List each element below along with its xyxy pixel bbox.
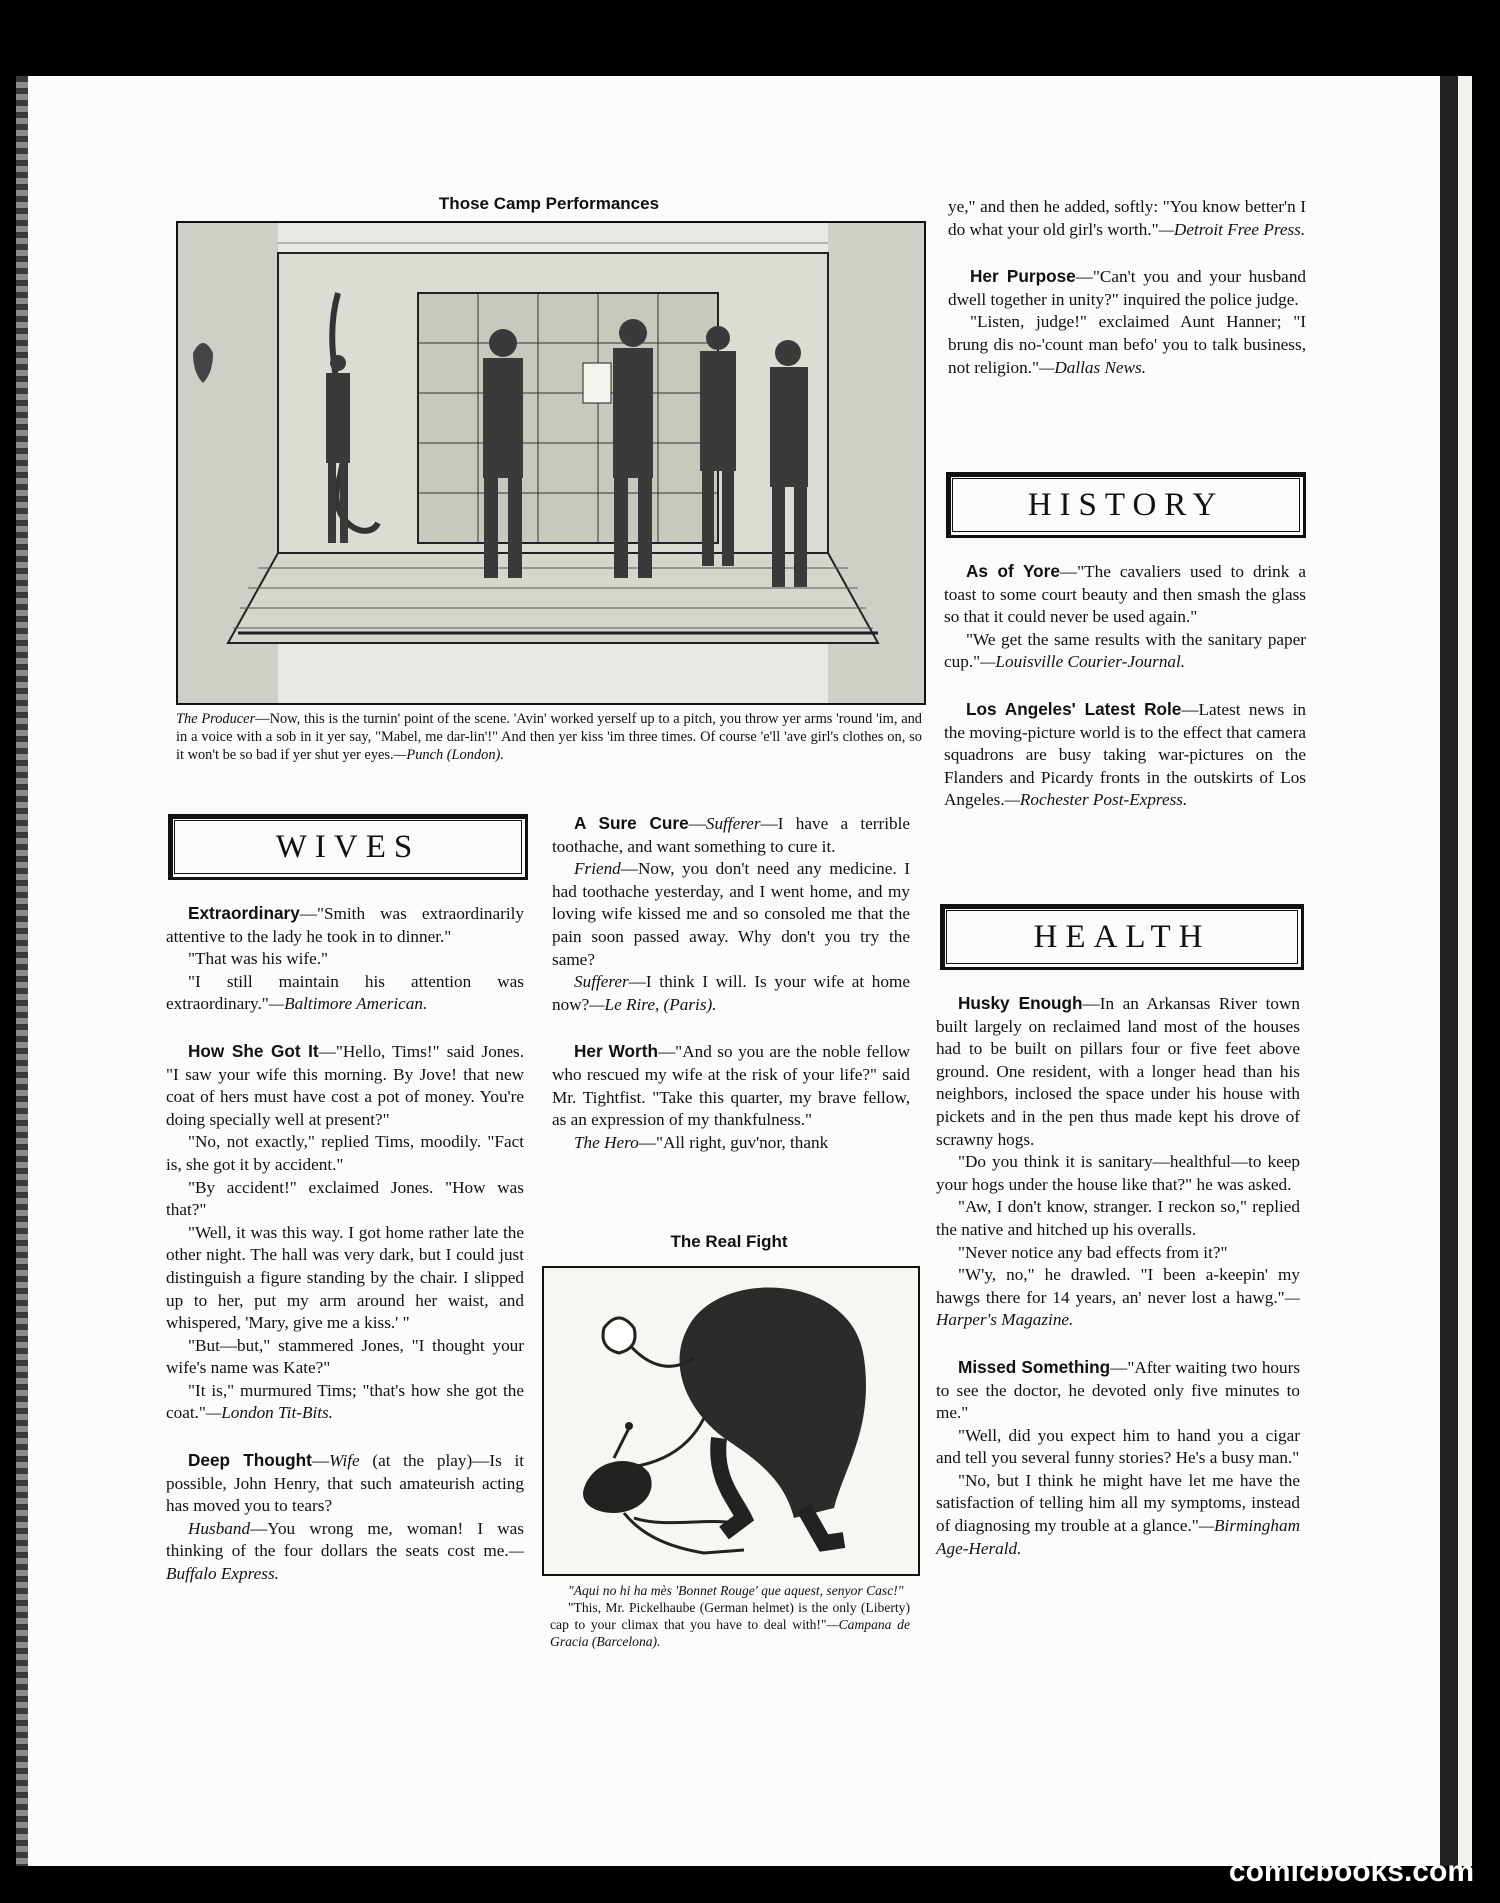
speaker: The Hero bbox=[574, 1132, 639, 1152]
article-text: "It is," murmured Tims; "that's how she got the coat." bbox=[166, 1380, 524, 1423]
article-source: —Detroit Free Press. bbox=[1158, 219, 1306, 239]
article-source: —Dallas News. bbox=[1039, 357, 1147, 377]
section-history-label: HISTORY bbox=[1027, 486, 1225, 523]
caption-speaker: The Producer bbox=[176, 711, 256, 727]
section-health bbox=[940, 904, 1304, 970]
column-3-top bbox=[948, 196, 1306, 379]
article-text: "We get the same results with the sanitary paper cup." bbox=[944, 629, 1306, 672]
article-text: —"Hello, Tims!" said Jones. "I saw your wife this morning. By Jove! that new coat of hers must have cost a pot of money. You're doing specially well at present?" bbox=[166, 1041, 524, 1129]
article-title: Missed Something bbox=[958, 1356, 1111, 1377]
article-text: "Well, it was this way. I got home rather late the other night. The hall was very dark, but I could just distinguish a figure standing by the chair. I slipped up to her, put my arm around her waist, and whispered, 'Mary, give me a kiss.' " bbox=[166, 1222, 524, 1333]
cartoon-caption bbox=[176, 710, 922, 764]
article-text: "W'y, no," he drawled. "I been a-keepin' my hawgs there for 14 years, an' never lost a hawg." bbox=[936, 1265, 1300, 1307]
article-source: —Louisville Courier-Journal. bbox=[980, 652, 1186, 672]
article-text: —Now, you don't need any medicine. I had toothache yesterday, and I went home, and my loving wife kissed me and so consoled me that the pain soon passed away. Why don't you try the same? bbox=[552, 859, 910, 969]
article-text: "By accident!" exclaimed Jones. "How was that?" bbox=[166, 1177, 524, 1220]
article-text: "Never notice any bad effects from it?" bbox=[958, 1242, 1228, 1262]
speaker: Husband bbox=[188, 1518, 251, 1538]
article-text: (at the play)—Is it possible, John Henry, that such amateurish acting has moved you to tears? bbox=[166, 1451, 524, 1516]
article-text: ye," and then he added, softly: "You know better'n I do what your old girl's worth." bbox=[948, 197, 1306, 239]
article-title: Her Worth bbox=[574, 1041, 658, 1062]
article-text: "No, but I think he might have let me have the satisfaction of telling him all my symptoms, instead of diagnosing my trouble at a glance." bbox=[936, 1470, 1300, 1536]
column-1: Extraordinary—"Smith was extraordinarily attentive to the lady he took in to dinner." "That was his wife." "I still maintain his attention was extraordinary."—Baltimore American. How She Got It—"Hello, Tims!" said Jones. "I saw your wife this morning. By Jove! that new coat of hers must have cost a pot of money. You're doing specially well at present?" "No, not exactly," replied Tims, moodily. "Fact is, she got it by accident." "By accident!" exclaimed Jones. "How was that?" "Well, it was this way. I got home rather late the other night. The hall was very dark, but I could just distinguish a figure standing by the chair. I slipped up to her, put my arm around her waist, and whispered, 'Mary, give me a kiss.' " "But—but," stammered Jones, "I thought your wife's name was Kate?" "It is," murmured Tims; "that's how she got the coat."—London Tit-Bits. Deep Thought—Wife (at the play)—Is it possible, John Henry, that such amateurish acting has moved you to tears? Husband—You wrong me, woman! I was thinking of the four dollars the seats cost me.—Buffalo Express. bbox=[166, 903, 524, 1584]
caption-source: —Punch (London). bbox=[393, 747, 504, 763]
article-title: Deep Thought bbox=[188, 1450, 312, 1471]
article-text: —I think I will. Is your wife at home now? bbox=[552, 972, 910, 1014]
article-text: "Well, did you expect him to hand you a cigar and tell you several funny stories? He's a busy man." bbox=[936, 1425, 1300, 1468]
page-gutter bbox=[1440, 76, 1458, 1866]
section-history bbox=[946, 472, 1306, 538]
article-text: "That was his wife." bbox=[188, 949, 329, 969]
cartoon-2-illustration bbox=[542, 1266, 920, 1576]
article-text: —I have a terrible toothache, and want something to cure it. bbox=[552, 814, 911, 856]
speaker: Sufferer bbox=[574, 972, 629, 992]
article-source: —Baltimore American. bbox=[268, 994, 428, 1014]
article-text: "Do you think it is sanitary—healthful—to keep your hogs under the house like that?" he was asked. bbox=[936, 1152, 1300, 1194]
cartoon-title: Those Camp Performances bbox=[438, 194, 660, 213]
speaker: Friend bbox=[574, 859, 621, 879]
article-text: —"After waiting two hours to see the doctor, he devoted only five minutes to me." bbox=[936, 1357, 1301, 1423]
caption-english: "This, Mr. Pickelhaube (German helmet) is the only (Liberty) cap to your climax that you have to deal with!" bbox=[550, 1600, 910, 1632]
cartoon-2-caption bbox=[550, 1582, 910, 1650]
speaker: Sufferer bbox=[705, 814, 761, 833]
article-source: —Le Rire, (Paris). bbox=[589, 994, 717, 1014]
article-text: "I still maintain his attention was extraordinary." bbox=[166, 971, 524, 1014]
article-text: —In an Arkansas River town built largely on reclaimed land most of the houses had to be built on pillars four or five feet above ground. One resident, with a longer head than his neighbors, inclosed the space under his house with pickets and in the pen thus made kept his drove of scrawny hogs. bbox=[936, 994, 1300, 1149]
article-title: A Sure Cure bbox=[574, 813, 689, 833]
binding-spine bbox=[16, 76, 28, 1866]
article-source: —Rochester Post-Express. bbox=[1004, 790, 1188, 810]
article-title: Extraordinary bbox=[188, 903, 300, 923]
article-text: "Aw, I don't know, stranger. I reckon so," replied the native and hitched up his overalls. bbox=[936, 1197, 1300, 1239]
caption-text: —Now, this is the turnin' point of the scene. 'Avin' worked yerself up to a pitch, you throw yer arms 'round 'im, and in a voice with a sob in it yer say, "Mabel, me dar-lin'!" And then yer kiss 'im three times. Of course 'e'll 'ave girl's clothes on, so it won't be so bad if yer shut yer eyes. bbox=[176, 711, 922, 763]
article-text: "But—but," stammered Jones, "I thought your wife's name was Kate?" bbox=[166, 1335, 524, 1378]
article-text: "No, not exactly," replied Tims, moodily. "Fact is, she got it by accident." bbox=[166, 1132, 524, 1174]
section-wives-label: WIVES bbox=[275, 828, 421, 865]
caption-source: —Campana de Gracia (Barcelona). bbox=[550, 1617, 910, 1649]
article-title: As of Yore bbox=[966, 561, 1060, 581]
article-title: How She Got It bbox=[188, 1040, 319, 1061]
article-text: —"Smith was extraordinarily attentive to the lady he took in to dinner." bbox=[166, 904, 524, 946]
caption-spanish: "Aqui no hi ha mès 'Bonnet Rouge' que aquest, senyor Casc!" bbox=[568, 1583, 904, 1598]
article-source: —London Tit-Bits. bbox=[205, 1403, 333, 1423]
article-title: Her Purpose bbox=[970, 266, 1076, 287]
article-text: —You wrong me, woman! I was thinking of the four dollars the seats cost me. bbox=[166, 1518, 524, 1561]
article-source: —Harper's Magazine. bbox=[936, 1287, 1300, 1330]
article-source: —Birmingham Age-Herald. bbox=[936, 1516, 1300, 1558]
article-title: Los Angeles' Latest Role bbox=[966, 698, 1182, 719]
article-text: —"Can't you and your husband dwell together in unity?" inquired the police judge. bbox=[948, 267, 1307, 309]
article-title: Husky Enough bbox=[958, 993, 1083, 1013]
article-text: —"All right, guv'nor, thank bbox=[638, 1132, 829, 1152]
article-text: —"And so you are the noble fellow who rescued my wife at the risk of your life?" said Mr. Tightfist. "Take this quarter, my brave fellow, as an expression of my thankfulness." bbox=[552, 1042, 910, 1130]
cartoon-illustration bbox=[176, 221, 926, 705]
cartoon-2-title: The Real Fight bbox=[670, 1232, 788, 1251]
article-source: —Buffalo Express. bbox=[166, 1541, 524, 1584]
column-3-bottom bbox=[936, 992, 1300, 1560]
watermark-brand: comicbooks.com bbox=[1228, 1855, 1474, 1888]
article-text: —"The cavaliers used to drink a toast to some court beauty and then smash the glass so that it could never be used again." bbox=[944, 562, 1306, 627]
column-2: A Sure Cure—Sufferer—I have a terrible toothache, and want something to cure it. Friend—Now, you don't need any medicine. I had toothache yesterday, and I went home, and my loving wife kissed me and so consoled me that the pain soon passed away. Why don't you try the same? Sufferer—I think I will. Is your wife at home now?—Le Rire, (Paris). Her Worth—"And so you are the noble fellow who rescued my wife at the risk of your life?" said Mr. Tightfist. "Take this quarter, my brave fellow, as an expression of my thankfulness." The Hero—"All right, guv'nor, thank bbox=[552, 813, 911, 1152]
section-health-label: HEALTH bbox=[1033, 918, 1211, 955]
article-text: "Listen, judge!" exclaimed Aunt Hanner; "I brung dis no-'count man befo' you to talk business, not religion." bbox=[948, 312, 1306, 377]
speaker: Wife bbox=[329, 1451, 360, 1471]
column-3-middle bbox=[944, 560, 1306, 812]
section-wives bbox=[168, 814, 528, 880]
article-text: —Latest news in the moving-picture world is to the effect that camera squadrons are busy taking war-pictures on the Flanders and Picardy fronts in the outskirts of Los Angeles. bbox=[944, 699, 1306, 810]
next-page-edge bbox=[1458, 76, 1472, 1866]
